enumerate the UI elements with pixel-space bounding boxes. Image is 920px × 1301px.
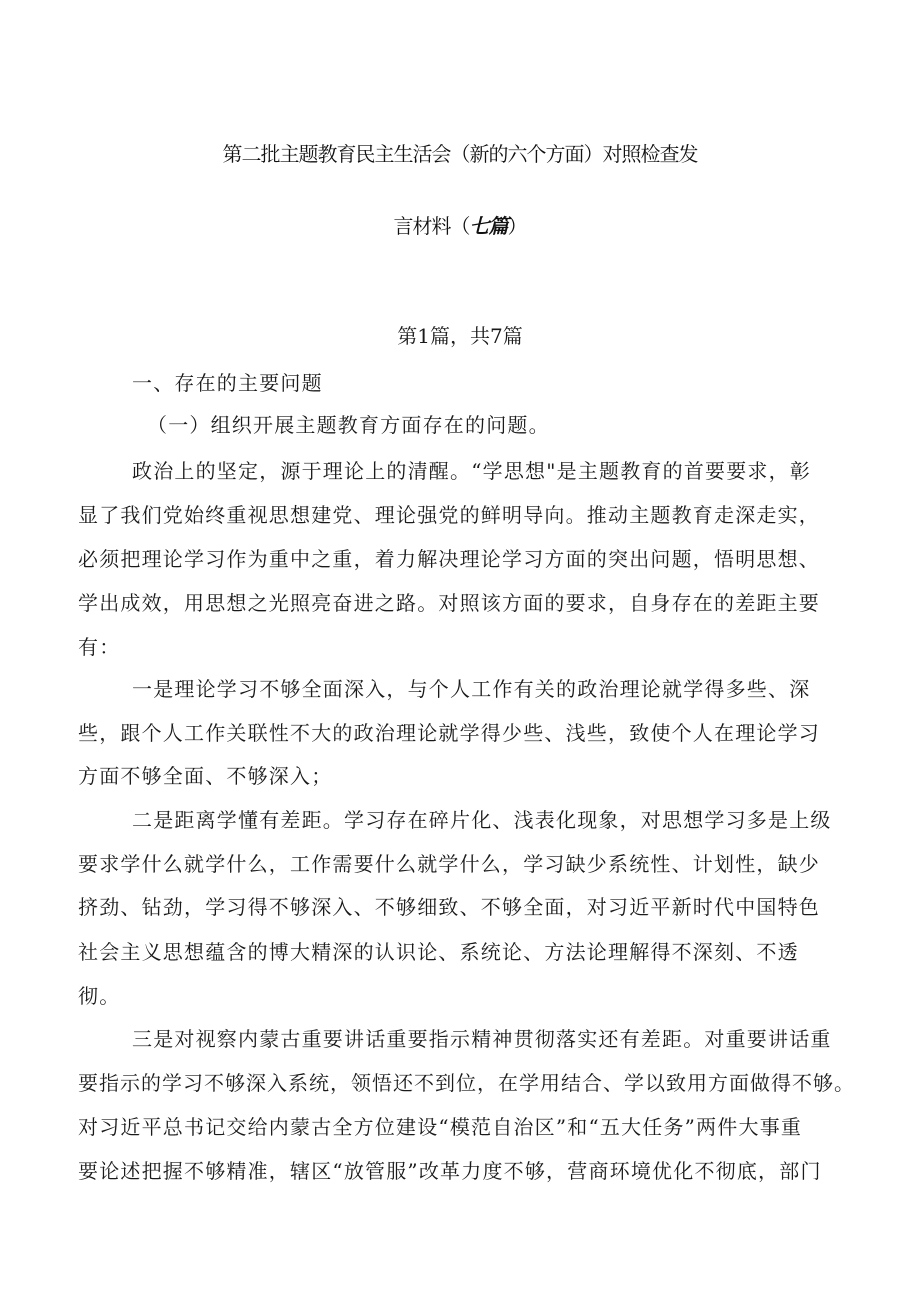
- para4-line: 三是对视察内蒙古重要讲话重要指示精神贯彻落实还有差距。对重要讲话重: [132, 1027, 832, 1051]
- para4-line: 要指示的学习不够深入系统，领悟还不到位，在学用结合、学以致用方面做得不够。: [78, 1071, 855, 1095]
- para1-line: 有：: [78, 635, 121, 659]
- para4-line: 要论述把握不够精准，辖区“放管服”改革力度不够，营商环境优化不彻底，部门: [78, 1159, 822, 1183]
- para1-line: 政治上的坚定，源于理论上的清醒。“学思想"是主题教育的首要要求，彰: [132, 459, 812, 483]
- para3-line: 彻。: [78, 984, 121, 1008]
- para1-line: 显了我们党始终重视思想建党、理论强党的鲜明导向。推动主题教育走深走实，: [78, 503, 820, 527]
- document-title-line1: 第二批主题教育民主生活会（新的六个方面）对照检查发: [222, 142, 698, 166]
- document-title-line2: [0, 210, 920, 239]
- para3-line: 挤劲、钻劲，学习得不够深入、不够细致、不够全面，对习近平新时代中国特色: [78, 895, 820, 919]
- para2-line: 些，跟个人工作关联性不大的政治理论就学得少些、浅些，致使个人在理论学习: [78, 721, 820, 745]
- section-heading-2: （一）组织开展主题教育方面存在的问题。: [147, 413, 550, 437]
- para2-line: 方面不够全面、不够深入；: [78, 764, 333, 788]
- para3-line: 要求学什么就学什么，工作需要什么就学什么，学习缺少系统性、计划性，缺少: [78, 852, 820, 876]
- para1-line: 必须把理论学习作为重中之重，着力解决理论学习方面的突出问题，悟明思想、: [78, 547, 820, 571]
- title-line2-prefix: 言材料（: [393, 214, 470, 238]
- para3-line: 二是距离学懂有差距。学习存在碎片化、浅表化现象，对思想学习多是上级: [132, 808, 832, 832]
- para3-line: 社会主义思想蕴含的博大精深的认识论、系统论、方法论理解得不深刻、不透: [78, 940, 799, 964]
- part-label: 第1篇，共7篇: [397, 324, 523, 348]
- para4-line: 对习近平总书记交给内蒙古全方位建设“模范自治区”和“五大任务”两件大事重: [78, 1115, 803, 1139]
- para1-line: 学出成效，用思想之光照亮奋进之路。对照该方面的要求，自身存在的差距主要: [78, 591, 820, 615]
- para2-line: 一是理论学习不够全面深入，与个人工作有关的政治理论就学得多些、深: [132, 677, 811, 701]
- title-line2-suffix: ）: [507, 214, 527, 238]
- section-heading-1: 一、存在的主要问题: [132, 371, 323, 395]
- title-line2-emphasis: 七篇: [469, 214, 508, 238]
